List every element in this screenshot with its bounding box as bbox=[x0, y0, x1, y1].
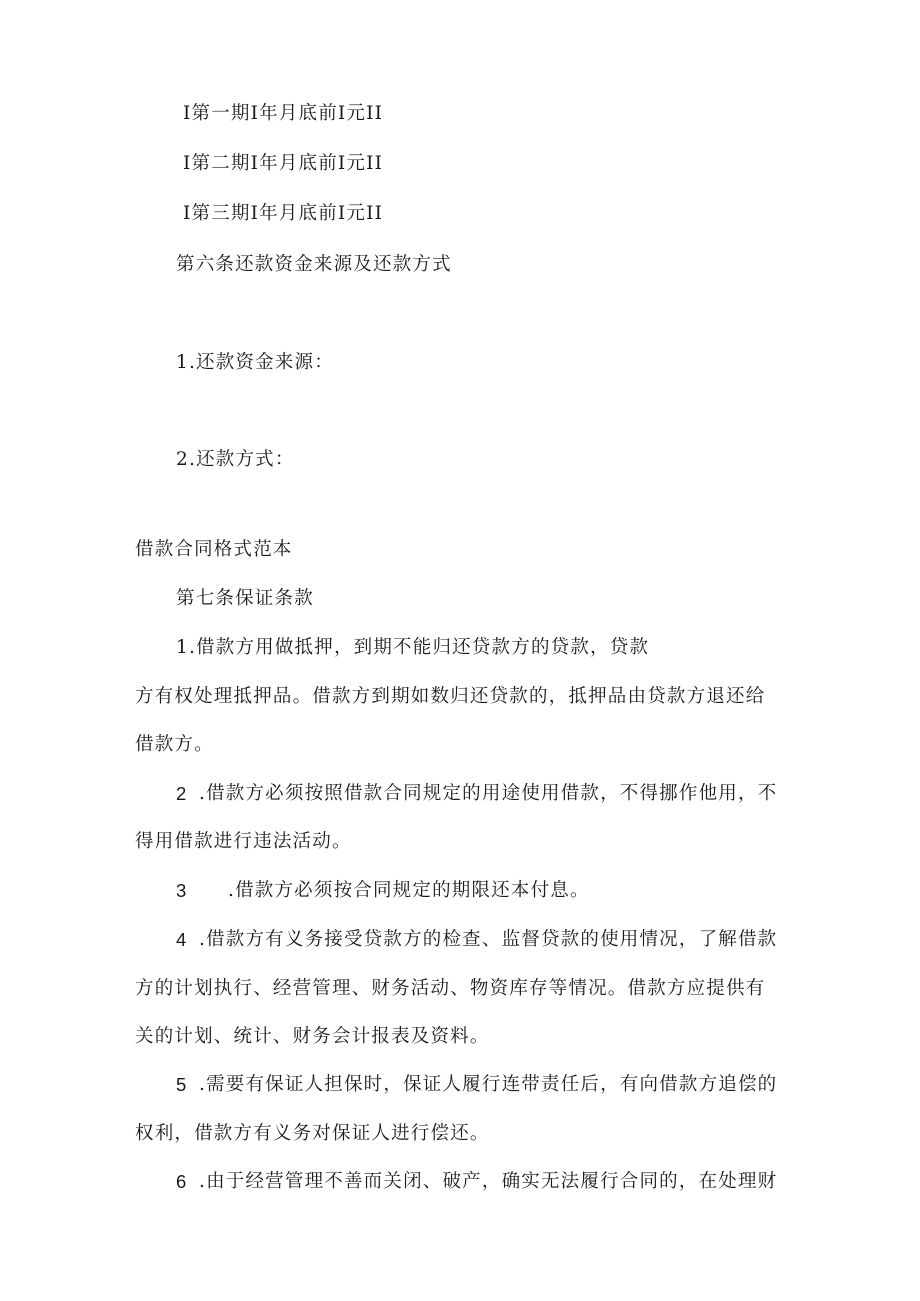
article7-p4-line3: 关的计划、统计、财务会计报表及资料。 bbox=[135, 1026, 490, 1047]
article7-p5-number: 5 bbox=[176, 1074, 187, 1095]
article7-p2-line2: 得用借款进行违法活动。 bbox=[135, 831, 352, 852]
article7-p1-line1: 1.借款方用做抵押，到期不能归还贷款方的贷款，贷款 bbox=[176, 637, 650, 658]
table-row-2: I第二期I年月底前I元II bbox=[183, 153, 384, 174]
article7-p5-line2: 权利，借款方有义务对保证人进行偿还。 bbox=[135, 1123, 490, 1144]
article7-p4-number: 4 bbox=[176, 929, 187, 950]
table-row-1: I第一期I年月底前I元II bbox=[183, 103, 384, 124]
article7-p3-line1: .借款方必须按合同规定的期限还本付息。 bbox=[228, 880, 590, 901]
table-row-3: I第三期I年月底前I元II bbox=[183, 203, 384, 224]
article7-p6-number: 6 bbox=[176, 1171, 187, 1192]
article7-p1-line3: 借款方。 bbox=[135, 734, 214, 755]
article6-item2: 2.还款方式： bbox=[176, 449, 295, 470]
article7-p2-line1: .借款方必须按照借款合同规定的用途使用借款，不得挪作他用，不 bbox=[199, 783, 778, 804]
article6-title: 第六条还款资金来源及还款方式 bbox=[176, 254, 452, 275]
article7-p1-line2: 方有权处理抵押品。借款方到期如数归还贷款的，抵押品由贷款方退还给 bbox=[135, 686, 766, 707]
article7-title: 第七条保证条款 bbox=[176, 588, 314, 609]
article7-p4-line2: 方的计划执行、经营管理、财务活动、物资库存等情况。借款方应提供有 bbox=[135, 978, 766, 999]
article7-p6-line1: .由于经营管理不善而关闭、破产，确实无法履行合同的，在处理财 bbox=[199, 1171, 778, 1192]
article6-item1: 1.还款资金来源： bbox=[176, 352, 334, 373]
document-heading: 借款合同格式范本 bbox=[135, 539, 293, 560]
article7-p5-line1: .需要有保证人担保时，保证人履行连带责任后，有向借款方追偿的 bbox=[199, 1074, 778, 1095]
article7-p3-number: 3 bbox=[176, 880, 187, 901]
article7-p4-line1: .借款方有义务接受贷款方的检查、监督贷款的使用情况，了解借款 bbox=[199, 929, 778, 950]
article7-p2-number: 2 bbox=[176, 783, 187, 804]
